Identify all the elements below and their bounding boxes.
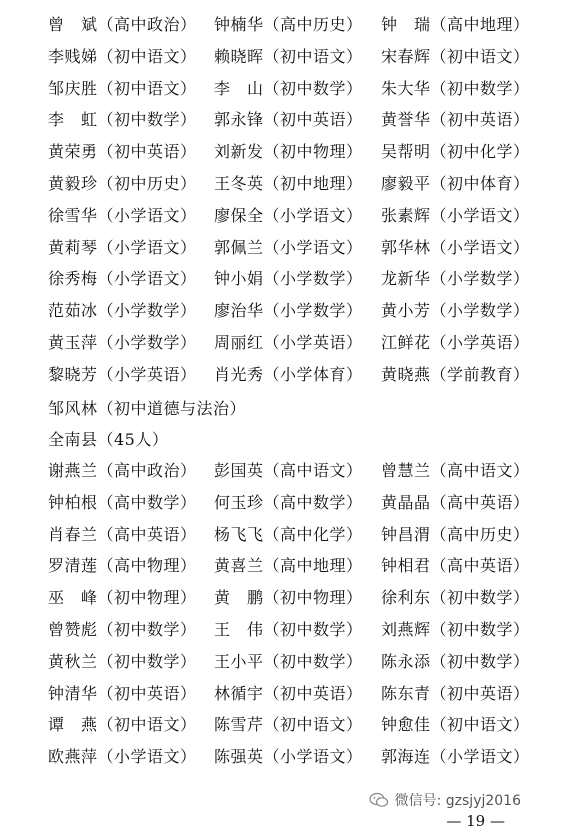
teacher-entry: 罗清莲（高中物理） <box>48 556 197 576</box>
teacher-entry: 李贱娣（初中语文） <box>48 46 197 66</box>
list-row <box>0 710 561 740</box>
list-row <box>0 583 561 613</box>
list-row <box>0 520 561 550</box>
watermark <box>369 790 521 810</box>
teacher-entry: 朱大华（初中数学） <box>381 78 530 98</box>
teacher-entry: 黄玉萍（小学数学） <box>48 333 197 352</box>
list-row <box>0 233 561 263</box>
teacher-entry: 曾赞彪（初中数学） <box>48 620 197 639</box>
teacher-entry: 赖晓晖（初中语文） <box>214 46 363 66</box>
teacher-entry: 郭海连（小学语文） <box>381 747 530 767</box>
teacher-entry: 廖保全（小学语文） <box>214 205 363 225</box>
teacher-entry: 宋春辉（初中语文） <box>381 46 530 66</box>
teacher-entry: 陈强英（小学语文） <box>214 747 363 767</box>
list-row <box>0 328 561 358</box>
teacher-entry: 黄誉华（初中英语） <box>381 110 530 130</box>
teacher-entry: 王冬英（初中地理） <box>214 174 363 193</box>
teacher-entry: 徐秀梅（小学语文） <box>48 269 197 289</box>
list-row <box>0 647 561 677</box>
list-row <box>0 456 561 486</box>
list-row <box>0 296 561 326</box>
teacher-entry: 钟昌渭（高中历史） <box>381 524 530 544</box>
teacher-entry: 周丽红（小学英语） <box>214 333 363 352</box>
teacher-entry: 彭国英（高中语文） <box>214 461 363 480</box>
list-row <box>0 615 561 645</box>
list-row <box>0 42 561 72</box>
teacher-entry: 龙新华（小学数学） <box>381 269 530 289</box>
teacher-entry: 郭华林（小学语文） <box>381 237 530 257</box>
teacher-entry: 陈东青（初中英语） <box>381 683 530 703</box>
list-row <box>0 264 561 294</box>
teacher-entry: 黄 鹏（初中物理） <box>214 588 363 608</box>
section-heading: 全南县（45人） <box>48 430 169 449</box>
teacher-entry: 钟小娟（小学数学） <box>214 269 363 289</box>
teacher-entry: 谭 燕（初中语文） <box>48 715 197 735</box>
teacher-entry: 钟清华（初中英语） <box>48 683 197 703</box>
list-row <box>0 10 561 40</box>
teacher-entry: 刘新发（初中物理） <box>214 142 363 162</box>
teacher-entry: 林循宇（初中英语） <box>214 683 363 703</box>
teacher-entry: 黄小芳（小学数学） <box>381 301 530 321</box>
teacher-entry: 陈永添（初中数学） <box>381 651 530 671</box>
teacher-entry: 郭永锋（初中英语） <box>214 110 363 130</box>
teacher-entry: 徐利东（初中数学） <box>381 588 530 608</box>
teacher-entry: 黄莉琴（小学语文） <box>48 237 197 257</box>
teacher-entry: 钟愈佳（初中语文） <box>381 715 530 735</box>
teacher-entry: 钟柏根（高中数学） <box>48 492 197 512</box>
list-row <box>0 551 561 581</box>
teacher-entry: 肖春兰（高中英语） <box>48 524 197 544</box>
teacher-entry: 黄毅珍（初中历史） <box>48 174 197 193</box>
teacher-entry: 郭佩兰（小学语文） <box>214 237 363 257</box>
teacher-entry: 曾 斌（高中政治） <box>48 15 197 34</box>
list-row <box>0 169 561 199</box>
teacher-entry: 欧燕萍（小学语文） <box>48 747 197 767</box>
list-row <box>0 74 561 104</box>
teacher-entry: 黎晓芳（小学英语） <box>48 364 197 384</box>
teacher-entry: 何玉珍（高中数学） <box>214 492 363 512</box>
wechat-icon <box>369 792 389 808</box>
teacher-entry: 黄荣勇（初中英语） <box>48 142 197 162</box>
list-row <box>0 137 561 167</box>
list-row <box>0 360 561 390</box>
teacher-entry: 钟 瑞（高中地理） <box>381 15 530 34</box>
list-row <box>0 201 561 231</box>
teacher-entry: 江鲜花（小学英语） <box>381 333 530 352</box>
teacher-entry: 曾慧兰（高中语文） <box>381 461 530 480</box>
list-row <box>0 488 561 518</box>
teacher-entry: 吴帮明（初中化学） <box>381 142 530 162</box>
teacher-entry: 张素辉（小学语文） <box>381 205 530 225</box>
teacher-entry: 巫 峰（初中物理） <box>48 588 197 608</box>
watermark-text: 微信号: gzsjyj2016 <box>394 793 521 809</box>
teacher-entry: 刘燕辉（初中数学） <box>381 620 530 639</box>
teacher-entry: 黄秋兰（初中数学） <box>48 651 197 671</box>
teacher-entry: 李 虹（初中数学） <box>48 110 197 130</box>
teacher-entry: 王小平（初中数学） <box>214 651 363 671</box>
teacher-entry: 廖毅平（初中体育） <box>381 174 530 193</box>
page-number: — 19 — <box>446 812 505 830</box>
teacher-entry: 廖治华（小学数学） <box>214 301 363 321</box>
teacher-entry: 谢燕兰（高中政治） <box>48 461 197 480</box>
teacher-entry: 邹庆胜（初中语文） <box>48 78 197 98</box>
teacher-entry: 黄喜兰（高中地理） <box>214 556 363 576</box>
teacher-entry: 范茹冰（小学数学） <box>48 301 197 321</box>
teacher-entry: 钟楠华（高中历史） <box>214 15 363 34</box>
teacher-entry: 王 伟（初中数学） <box>214 620 363 639</box>
list-row <box>0 105 561 135</box>
list-row <box>0 742 561 772</box>
teacher-entry: 黄晓燕（学前教育） <box>381 364 530 384</box>
single-entry: 邹风林（初中道德与法治） <box>48 399 247 418</box>
teacher-entry: 李 山（初中数学） <box>214 78 363 98</box>
teacher-entry: 肖光秀（小学体育） <box>214 364 363 384</box>
teacher-entry: 钟相君（高中英语） <box>381 556 530 576</box>
teacher-entry: 陈雪芹（初中语文） <box>214 715 363 735</box>
teacher-entry: 徐雪华（小学语文） <box>48 205 197 225</box>
teacher-entry: 黄晶晶（高中英语） <box>381 492 530 512</box>
list-row <box>0 679 561 709</box>
teacher-entry: 杨飞飞（高中化学） <box>214 524 363 544</box>
